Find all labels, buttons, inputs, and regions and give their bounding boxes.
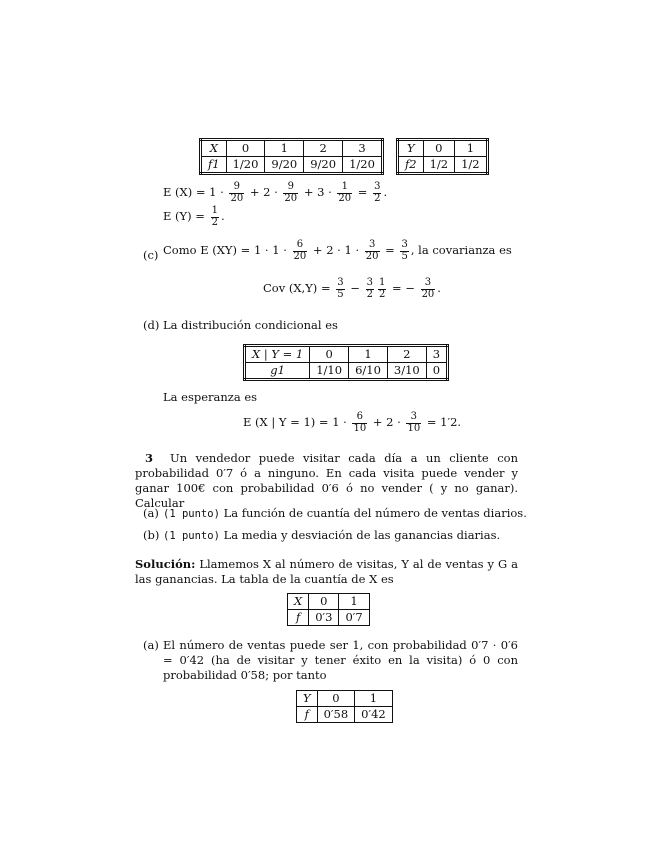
solution-text: Llamemos X al número de visitas, Y al de ventas y G a las ganancias. La tabla de la cuantía de X es (135, 557, 518, 586)
item-text: La función de cuantía del número de ventas diarios. (223, 506, 527, 520)
cell: 9/20 (304, 157, 343, 174)
cell: 0′58 (317, 707, 355, 723)
cell: Y (297, 691, 318, 707)
cell: 2 (304, 140, 343, 157)
cell: f (297, 707, 318, 723)
cell: X | Y = 1 (245, 346, 310, 363)
part-d-intro: La distribución condicional es (163, 318, 338, 332)
covariance-formula (263, 278, 441, 300)
cell: 1 (455, 140, 488, 157)
solution-heading: Solución: (135, 557, 196, 571)
table-dist-x (199, 138, 384, 175)
cell: 3 (426, 346, 447, 363)
eq-text: = 1′2. (426, 415, 462, 429)
problem-number: 3 (145, 451, 154, 465)
cell: 1/20 (226, 157, 265, 174)
cell: 1 (265, 140, 304, 157)
cell: 0 (310, 346, 349, 363)
fraction: $\frac{9}{20}$ (284, 181, 298, 204)
cell: f1 (201, 157, 227, 174)
problem-3-statement (135, 451, 518, 511)
eq-text: . (437, 281, 441, 295)
solution-paragraph (135, 557, 518, 587)
cell: X (288, 594, 309, 610)
fraction: $\frac{1}{20}$ (338, 181, 352, 204)
fraction: $\frac{3}{5}$ (401, 239, 408, 262)
eq-text: = (385, 243, 395, 257)
cell: 1/10 (310, 363, 349, 380)
eq-text: E (X) = 1 · (163, 185, 224, 199)
item-label: (d) (143, 318, 160, 332)
cell: 0′42 (355, 707, 393, 723)
fraction: $\frac{6}{10}$ (353, 411, 367, 434)
cell: 1/2 (455, 157, 488, 174)
cell: 1 (355, 691, 393, 707)
eq-text: Cov (X,Y) = (263, 281, 331, 295)
cell: Y (398, 140, 424, 157)
fraction: $\frac{3}{20}$ (365, 239, 379, 262)
cell: 0′7 (339, 610, 369, 626)
cell: 0 (317, 691, 355, 707)
eq-text: = (357, 185, 368, 199)
expectation-x (163, 182, 387, 204)
fraction: $\frac{3}{2}$ (374, 181, 381, 204)
fraction: $\frac{1}{2}$ (211, 205, 218, 228)
table-dist-y (396, 138, 489, 175)
cell: 0 (309, 594, 339, 610)
cell: f2 (398, 157, 424, 174)
points-label: (1 punto) (163, 530, 220, 542)
cell: g1 (245, 363, 310, 380)
points-label: (1 punto) (163, 508, 220, 520)
eq-text: + 2 · (249, 185, 278, 199)
cell: 0 (423, 140, 455, 157)
cell: 0 (426, 363, 447, 380)
eq-text: + 2 · 1 · (312, 243, 360, 257)
fraction: $\frac{6}{20}$ (293, 239, 307, 262)
table-y-distribution (296, 690, 393, 723)
cell: f (288, 610, 309, 626)
eq-text: E (X | Y = 1) = 1 · (243, 415, 347, 429)
problem-3-item-a (163, 506, 527, 522)
expectation-y (163, 206, 225, 228)
cell: 1/2 (423, 157, 455, 174)
item-label: (c) (143, 248, 159, 262)
fraction: $\frac{3}{10}$ (407, 411, 421, 434)
conditional-expectation (243, 412, 461, 434)
cell: 1/20 (343, 157, 383, 174)
cell: 3 (343, 140, 383, 157)
item-label: (a) (143, 506, 159, 520)
cell: 1 (339, 594, 369, 610)
fraction: $\frac{3}{5}$ (337, 277, 344, 300)
cell: 2 (387, 346, 426, 363)
eq-text: . (383, 185, 388, 199)
item-text: La media y desviación de las ganancias diarias. (223, 528, 501, 542)
table-x-distribution (287, 593, 370, 626)
eq-text: , la covarianza es (410, 243, 512, 257)
item-label: (a) (143, 638, 159, 652)
eq-text: . (220, 209, 225, 223)
eq-text: + 3 · (303, 185, 332, 199)
fraction: $\frac{9}{20}$ (230, 181, 244, 204)
cell: X (201, 140, 227, 157)
eq-text: + 2 · (372, 415, 401, 429)
cell: 6/10 (349, 363, 388, 380)
esperanza-text: La esperanza es (163, 390, 258, 404)
cell: 0′3 (309, 610, 339, 626)
fraction: $\frac{3}{20}$ (421, 277, 435, 300)
fraction: $\frac{3}{2}$ (366, 277, 373, 300)
fraction: $\frac{1}{2}$ (378, 277, 386, 300)
cell: 3/10 (387, 363, 426, 380)
item-label: (b) (143, 528, 160, 542)
eq-text: − (350, 281, 360, 295)
eq-text: = − (391, 281, 415, 295)
eq-text: E (Y) = (163, 209, 205, 223)
statement-text: Un vendedor puede visitar cada día a un cliente con probabilidad 0′7 ó a ninguno. En cada visita puede vender y ganar 100€ con probabilidad 0′6 ó no vender ( y no ganar). Calcular (135, 451, 518, 510)
cell: 0 (226, 140, 265, 157)
covariance-intro (163, 240, 512, 262)
problem-3-item-b (163, 528, 500, 544)
cell: 1 (349, 346, 388, 363)
eq-text: Como E (XY) = 1 · 1 · (163, 243, 287, 257)
table-conditional (243, 344, 449, 381)
solution-part-a: El número de ventas puede ser 1, con probabilidad 0′7 · 0′6 = 0′42 (ha de visitar y tener éxito en la visita) ó 0 con probabilidad 0′58; por tanto (163, 638, 518, 682)
cell: 9/20 (265, 157, 304, 174)
